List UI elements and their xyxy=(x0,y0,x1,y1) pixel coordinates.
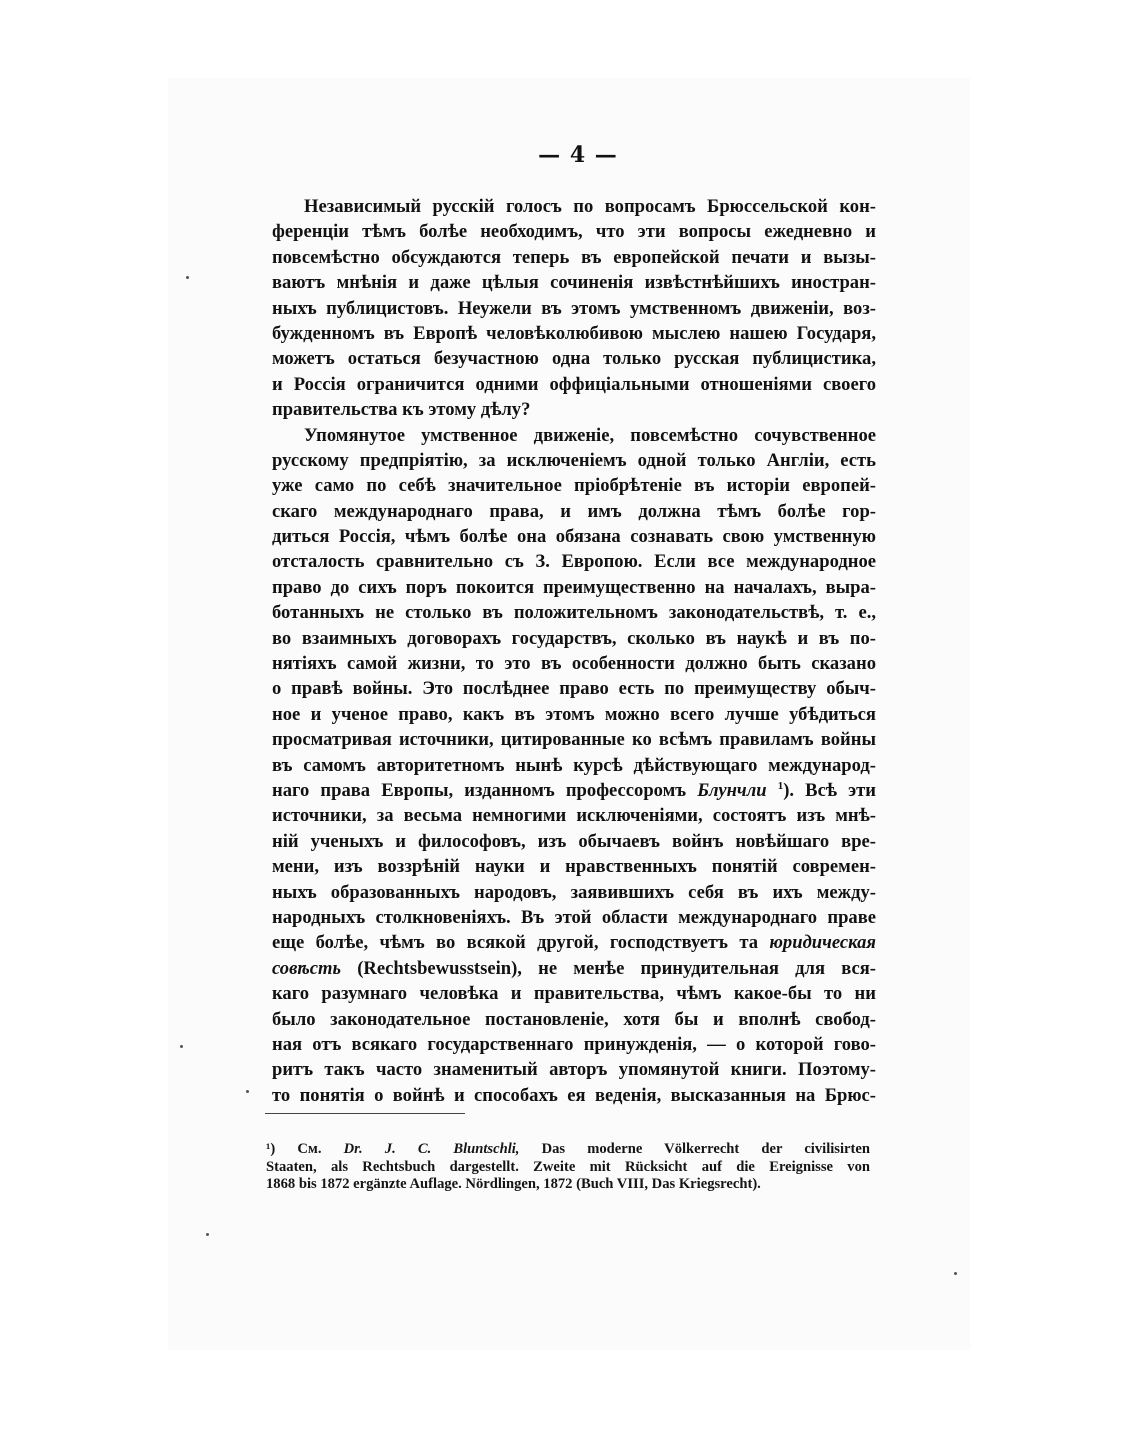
text-run: еще болѣе, чѣмъ во всякой другой, господствуетъ та xyxy=(272,932,770,954)
text-run: (Rechtsbewusstsein), не менѣе принудительная для вся- xyxy=(341,957,876,979)
text-line: народныхъ столкновеніяхъ. Въ этой области международнаго праве xyxy=(272,906,876,928)
text-line: ное и ученое право, какъ въ этомъ можно всего лучше убѣдиться xyxy=(272,703,876,725)
text-line: ній ученыхъ и философовъ, изъ обычаевъ войнъ новѣйшаго вре- xyxy=(272,830,876,852)
text-run: наго права Европы, изданномъ профессоромъ xyxy=(272,779,698,801)
text-line-conscience xyxy=(272,956,876,981)
text-line: ференціи тѣмъ болѣе необходимъ, что эти вопросы ежедневно и xyxy=(272,221,876,243)
text-line: и Россія ограничится одними оффиціальными отношеніями своего xyxy=(272,373,876,395)
footnote-reference: 1 xyxy=(777,779,784,792)
text-line: правительства къ этому дѣлу? xyxy=(272,399,531,421)
scan-speck xyxy=(246,1090,249,1093)
scan-speck xyxy=(186,276,189,279)
scan-speck xyxy=(206,1233,209,1236)
text-run: Das moderne Völkerrecht der civilisirten xyxy=(519,1141,870,1157)
text-line: можетъ остаться безучастною одна только русская публицистика, xyxy=(272,348,876,370)
text-line: русскому предпріятію, за исключеніемъ одной только Англіи, есть xyxy=(272,449,876,471)
text-run: См. xyxy=(275,1141,344,1157)
scan-speck xyxy=(180,1045,183,1048)
text-line: то понятія о войнѣ и способахъ ея веденія, высказанныя на Брюс- xyxy=(272,1084,876,1106)
text-line: ритъ такъ часто знаменитый авторъ упомянутой книги. Поэтому- xyxy=(272,1059,876,1081)
text-line: во взаимныхъ договорахъ государствъ, сколько въ наукѣ и въ по- xyxy=(272,627,876,649)
text-line: Независимый русскій голосъ по вопросамъ Брюссельской кон- xyxy=(304,196,876,217)
text-line: право до сихъ поръ покоится преимущественно на началахъ, выра- xyxy=(272,576,876,598)
text-line: ваютъ мнѣнія и даже цѣлыя сочиненія извѣстнѣйшихъ иностран- xyxy=(272,272,876,294)
text-line-author xyxy=(272,778,876,803)
footnote-line: Staaten, als Rechtsbuch dargestellt. Zweite mit Rücksicht auf die Ereignisse von xyxy=(266,1158,870,1175)
emphasized-term: совѣсть xyxy=(272,957,342,979)
text-line: ныхъ образованныхъ народовъ, заявившихъ себя въ ихъ между- xyxy=(272,881,876,903)
emphasized-term: юридическая xyxy=(769,932,876,954)
text-line: о правѣ войны. Это послѣднее право есть по преимуществу обыч- xyxy=(272,678,876,700)
text-line: мени, изъ воззрѣній науки и нравственныхъ понятій современ- xyxy=(272,856,876,878)
text-line: уже само по себѣ значительное пріобрѣтеніе въ исторіи европей- xyxy=(272,475,876,497)
footnote-author: Dr. J. C. Bluntschli, xyxy=(343,1141,520,1157)
author-name: Блунчли xyxy=(697,779,767,801)
text-line: источники, за весьма немногими исключеніями, состоятъ изъ мнѣ- xyxy=(272,805,876,827)
text-line: ныхъ публицистовъ. Неужели въ этомъ умственномъ движеніи, воз- xyxy=(272,297,876,319)
text-line: диться Россія, чѣмъ болѣе она обязана сознавать свою умственную xyxy=(272,526,876,548)
text-line: каго разумнаго человѣка и правительства, чѣмъ какое-бы то ни xyxy=(272,983,876,1005)
text-line: просматривая источники, цитированные ко всѣмъ правиламъ войны xyxy=(272,729,876,751)
text-line: отсталость сравнительно съ З. Европою. Если все международное xyxy=(272,551,876,573)
text-line: было законодательное постановленіе, хотя бы и вполнѣ свобод- xyxy=(272,1008,876,1030)
footnote-marker: ¹) xyxy=(266,1141,276,1157)
footnote-separator xyxy=(265,1113,465,1114)
footnote-line: 1868 bis 1872 ergänzte Auflage. Nördlingen, 1872 (Buch VIII, Das Kriegsrecht). xyxy=(266,1176,761,1192)
text-line: въ самомъ авторитетномъ нынѣ курсѣ дѣйствующаго международ- xyxy=(272,754,876,776)
text-line: ботанныхъ не столько въ положительномъ законодательствѣ, т. е., xyxy=(272,602,876,624)
text-line-juridical xyxy=(272,930,876,955)
text-line: скаго международнаго права, и имъ должна тѣмъ болѣе гор- xyxy=(272,500,876,522)
page-number: — 4 — xyxy=(538,142,618,168)
text-line: повсемѣстно обсуждаются теперь въ европейской печати и вызы- xyxy=(272,246,876,268)
text-line: ная отъ всякаго государственнаго принужденія, — о которой гово- xyxy=(272,1033,876,1055)
text-line: бужденномъ въ Европѣ человѣколюбивою мыслею нашею Государя, xyxy=(272,322,876,344)
text-line: нятіяхъ самой жизни, то это въ особенности должно быть сказано xyxy=(272,653,876,675)
scan-speck xyxy=(954,1272,957,1275)
footnote xyxy=(266,1141,870,1194)
footnote-line xyxy=(266,1141,870,1159)
main-text xyxy=(272,194,876,1108)
text-line: Упомянутое умственное движеніе, повсемѣстно сочувственное xyxy=(304,424,876,446)
text-run: ). Всѣ эти xyxy=(783,779,876,801)
